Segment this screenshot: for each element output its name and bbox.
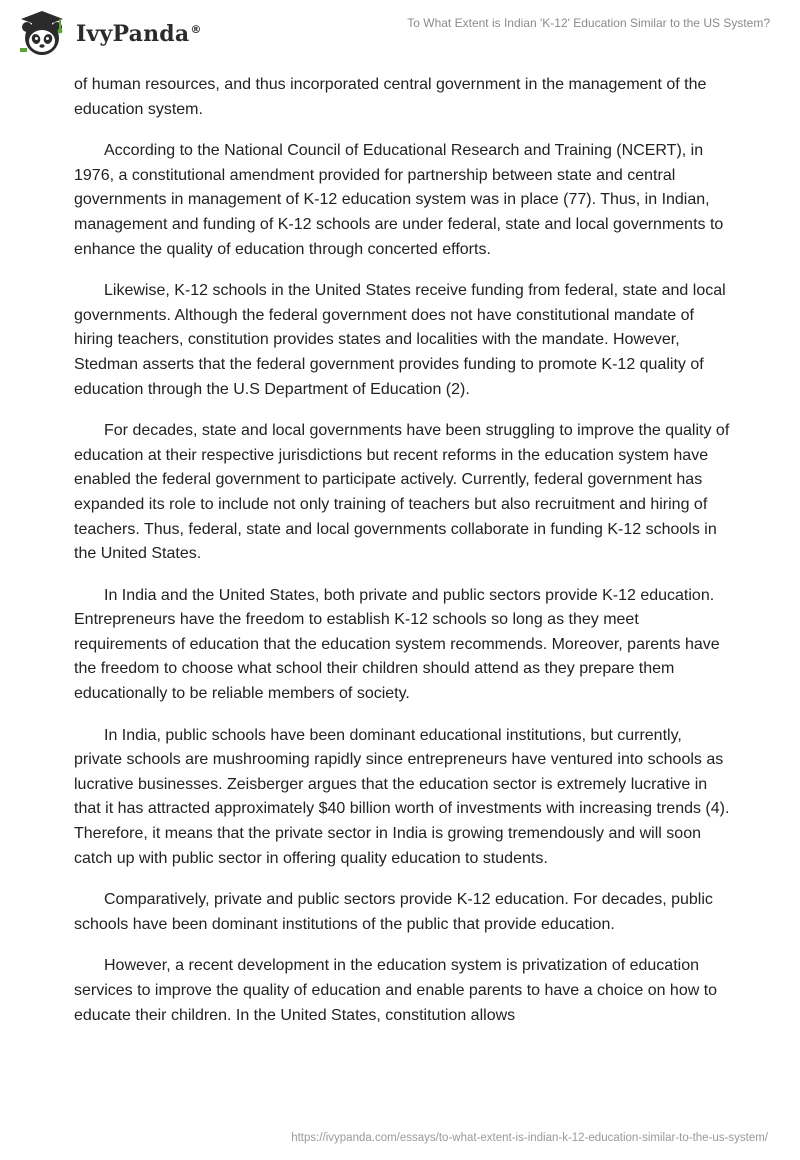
document-title: To What Extent is Indian 'K-12' Education Similar to the US System?: [407, 16, 770, 30]
page-header: [0, 0, 800, 70]
paragraph: For decades, state and local governments have been struggling to improve the quality of education at their respective jurisdictions but recent reforms in the education system have enabled the federal government to participate actively. Currently, federal government has expanded its role to include not only training of teachers but also recruitment and hiring of teachers. Thus, federal, state and local governments collaborate in funding K-12 schools in the United States.: [74, 422, 730, 563]
source-url[interactable]: https://ivypanda.com/essays/to-what-extent-is-indian-k-12-education-similar-to-the-us-system/: [291, 1132, 768, 1144]
essay-body: [74, 73, 734, 1045]
registered-mark: ®: [190, 22, 202, 36]
paragraph: In India, public schools have been dominant educational institutions, but currently, private schools are mushrooming rapidly since entrepreneurs have ventured into schools as lucrative businesses. Zeisberger argues that the education sector is extremely lucrative in that it has attracted approximately $40 billion worth of investments with increasing trends (4). Therefore, it means that the private sector in India is growing tremendously and will soon catch up with public sector in offering quality education to students.: [74, 726, 730, 867]
paragraph: Comparatively, private and public sectors provide K-12 education. For decades, public schools have been dominant institutions of the public that provide education.: [74, 891, 713, 933]
paragraph: Likewise, K-12 schools in the United States receive funding from federal, state and local governments. Although the federal government does not have constitutional mandate of hiring teachers, constitution provides states and localities with the mandate. However, Stedman asserts that the federal government provides funding to promote K-12 quality of education through the U.S Department of Education (2).: [74, 282, 726, 398]
brand-logo[interactable]: [16, 8, 202, 60]
panda-graduate-icon: [16, 8, 68, 60]
brand-name: IvyPanda®: [76, 21, 202, 47]
paragraph: According to the National Council of Educational Research and Training (NCERT), in 1976, a constitutional amendment provided for partnership between state and central governments in management of K-12 education system was in place (77). Thus, in Indian, management and funding of K-12 schools are under federal, state and local governments to enhance the quality of education through concerted efforts.: [74, 142, 724, 258]
paragraph: of human resources, and thus incorporated central government in the management of the education system.: [74, 76, 707, 118]
paragraph: In India and the United States, both private and public sectors provide K-12 education. Entrepreneurs have the freedom to establish K-12 schools so long as they meet requirements of education that the education system recommends. Moreover, parents have the freedom to choose what school their children should attend as they prepare them educationally to be reliable members of society.: [74, 586, 720, 703]
paragraph: However, a recent development in the education system is privatization of education services to improve the quality of education and enable parents to have a choice on how to educate their children. In the United States, constitution allows: [74, 957, 718, 1024]
